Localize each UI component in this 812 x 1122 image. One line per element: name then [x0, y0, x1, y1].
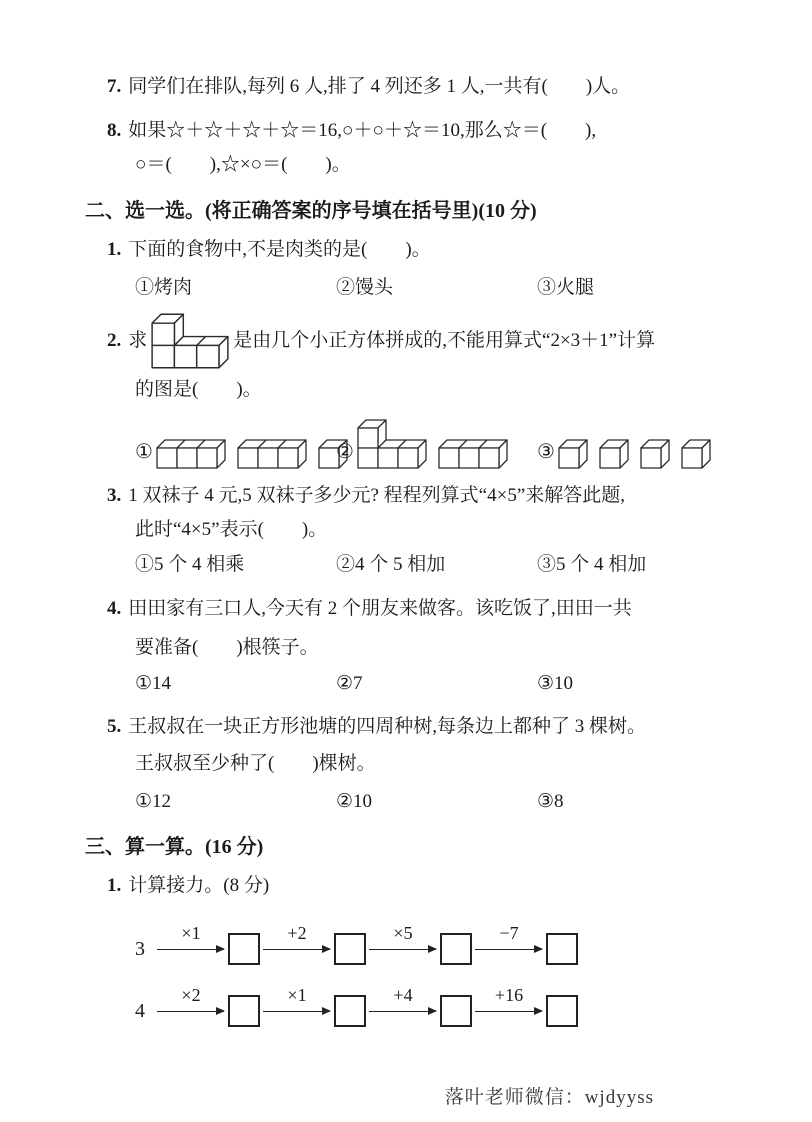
s2-q5-option-1: ①12 — [135, 791, 172, 812]
s2-q3-option-3: ③5 个 4 相加 — [537, 554, 647, 575]
question-8-line1 — [107, 118, 754, 144]
s2-q5-option-2: ②10 — [336, 791, 373, 812]
relay2-op-3: +4 — [393, 985, 413, 1005]
s2-q3-option-2: ②4 个 5 相加 — [336, 554, 446, 575]
cube-single — [640, 439, 670, 469]
s3-q1-text: 计算接力。(8 分) — [128, 875, 270, 896]
s2-q4-number: 4. — [107, 598, 122, 619]
s2-q1-option-2: ②馒头 — [336, 277, 394, 298]
s2-q5-number: 5. — [107, 716, 122, 737]
s2-q2-figopt2-label: ② — [336, 441, 354, 463]
relay2-answer-box-4 — [546, 995, 578, 1027]
relay2-arrow-3 — [369, 985, 437, 1026]
relay1-arrow-2 — [263, 923, 331, 964]
s2-q1-option-3: ③火腿 — [537, 277, 595, 298]
s2-q4-option-1: ①14 — [135, 673, 172, 694]
question-7-text: 同学们在排队,每列 6 人,排了 4 列还多 1 人,一共有( )人。 — [128, 76, 631, 97]
arrow-icon — [157, 949, 224, 950]
cube-single — [681, 439, 711, 469]
s2-q2-figure-option-3 — [537, 419, 711, 469]
s2-q1-options — [135, 275, 754, 301]
s2-q3-text-line1: 1 双袜子 4 元,5 双袜子多少元? 程程列算式“4×5”来解答此题, — [128, 485, 626, 506]
s2-q5-option-3: ③8 — [537, 791, 564, 812]
s2-q2-figopt1-label: ① — [135, 441, 153, 463]
s2-q4-option-2: ②7 — [336, 673, 363, 694]
relay1-answer-box-1 — [228, 933, 260, 965]
relay2-arrow-1 — [157, 985, 225, 1026]
s2-question-3-line1 — [107, 483, 754, 509]
relay1-answer-box-2 — [334, 933, 366, 965]
s2-q3-number: 3. — [107, 485, 122, 506]
s2-q2-figure-option-1 — [135, 419, 336, 469]
cube-row-of-3 — [156, 439, 226, 469]
relay1-op-2: +2 — [287, 923, 307, 943]
s2-question-1 — [107, 237, 754, 263]
s2-q2-line2: 的图是( )。 — [135, 379, 262, 400]
relay1-op-4: −7 — [499, 923, 519, 943]
relay-row-1 — [133, 923, 754, 965]
s2-question-2-line1 — [107, 313, 754, 369]
relay-row-2 — [133, 985, 754, 1027]
relay2-arrow-2 — [263, 985, 331, 1026]
relay1-answer-box-3 — [440, 933, 472, 965]
s2-q4-line2: 要准备( )根筷子。 — [135, 637, 319, 658]
relay2-op-2: ×1 — [287, 985, 307, 1005]
s2-q5-options — [135, 789, 754, 815]
relay2-op-1: ×2 — [181, 985, 201, 1005]
s2-q3-options — [135, 552, 754, 578]
cube-single — [558, 439, 588, 469]
question-7-number: 7. — [107, 76, 122, 97]
question-8-line2: ○＝( ),☆×○＝( )。 — [135, 154, 351, 175]
relay1-arrow-3 — [369, 923, 437, 964]
cube-single — [599, 439, 629, 469]
relay2-op-4: +16 — [494, 985, 524, 1005]
arrow-icon — [369, 949, 436, 950]
cube-l-shape — [151, 313, 229, 369]
relay2-arrow-4 — [475, 985, 543, 1026]
question-8-number: 8. — [107, 120, 122, 141]
arrow-icon — [263, 1011, 330, 1012]
relay2-answer-box-3 — [440, 995, 472, 1027]
s2-q2-text-pre: 求 — [128, 330, 148, 351]
question-8-text-line1: 如果☆＋☆＋☆＋☆＝16,○＋○＋☆＝10,那么☆＝( ), — [128, 120, 597, 141]
s3-q1-number: 1. — [107, 875, 122, 896]
s2-q3-line2: 此时“4×5”表示( )。 — [135, 519, 328, 540]
relay2-answer-box-2 — [334, 995, 366, 1027]
relay2-answer-box-1 — [228, 995, 260, 1027]
relay1-arrow-1 — [157, 923, 225, 964]
s2-q5-line2: 王叔叔至少种了( )棵树。 — [135, 753, 376, 774]
s3-question-1-title — [107, 873, 754, 899]
relay1-op-3: ×5 — [393, 923, 413, 943]
s2-q2-figopt3-label: ③ — [537, 441, 555, 463]
s2-q3-option-1: ①5 个 4 相乘 — [135, 554, 245, 575]
arrow-icon — [475, 949, 542, 950]
arrow-icon — [263, 949, 330, 950]
s2-question-5-line1 — [107, 714, 754, 740]
s2-q1-text: 下面的食物中,不是肉类的是( )。 — [128, 239, 431, 260]
question-7 — [107, 74, 754, 100]
s2-q1-number: 1. — [107, 239, 122, 260]
arrow-icon — [369, 1011, 436, 1012]
s2-q5-text-line1: 王叔叔在一块正方形池塘的四周种树,每条边上都种了 3 棵树。 — [128, 716, 647, 737]
relay1-arrow-4 — [475, 923, 543, 964]
teacher-wechat-watermark: 落叶老师微信：wjdyyss — [444, 1087, 654, 1108]
cube-row-of-3 — [237, 439, 307, 469]
relay1-op-1: ×1 — [181, 923, 201, 943]
s2-q4-text-line1: 田田家有三口人,今天有 2 个朋友来做客。该吃饭了,田田一共 — [128, 598, 632, 619]
s2-q2-figure-option-2 — [336, 419, 537, 469]
cube-figure-inline — [151, 313, 229, 369]
cube-figure-option-3 — [558, 439, 711, 469]
cube-figure-option-1 — [156, 439, 348, 469]
cube-row-of-3 — [438, 439, 508, 469]
cube-figure-option-2 — [357, 419, 508, 469]
s2-q2-figure-options — [135, 419, 754, 469]
cube-l-shape — [357, 419, 427, 469]
s2-q4-options — [135, 671, 754, 697]
arrow-icon — [157, 1011, 224, 1012]
arrow-icon — [475, 1011, 542, 1012]
s2-q2-text-post: 是由几个小正方体拼成的,不能用算式“2×3＋1”计算 — [233, 330, 656, 351]
relay2-start-number: 4 — [135, 1000, 145, 1022]
section-3-title: 三、算一算。(16 分) — [85, 836, 264, 858]
section-2-title: 二、选一选。(将正确答案的序号填在括号里)(10 分) — [85, 200, 537, 222]
s2-q1-option-1: ①烤肉 — [135, 277, 193, 298]
s2-q4-option-3: ③10 — [537, 673, 574, 694]
s2-q2-number: 2. — [107, 330, 122, 351]
relay1-start-number: 3 — [135, 938, 145, 960]
s2-question-4-line1 — [107, 596, 754, 622]
relay1-answer-box-4 — [546, 933, 578, 965]
